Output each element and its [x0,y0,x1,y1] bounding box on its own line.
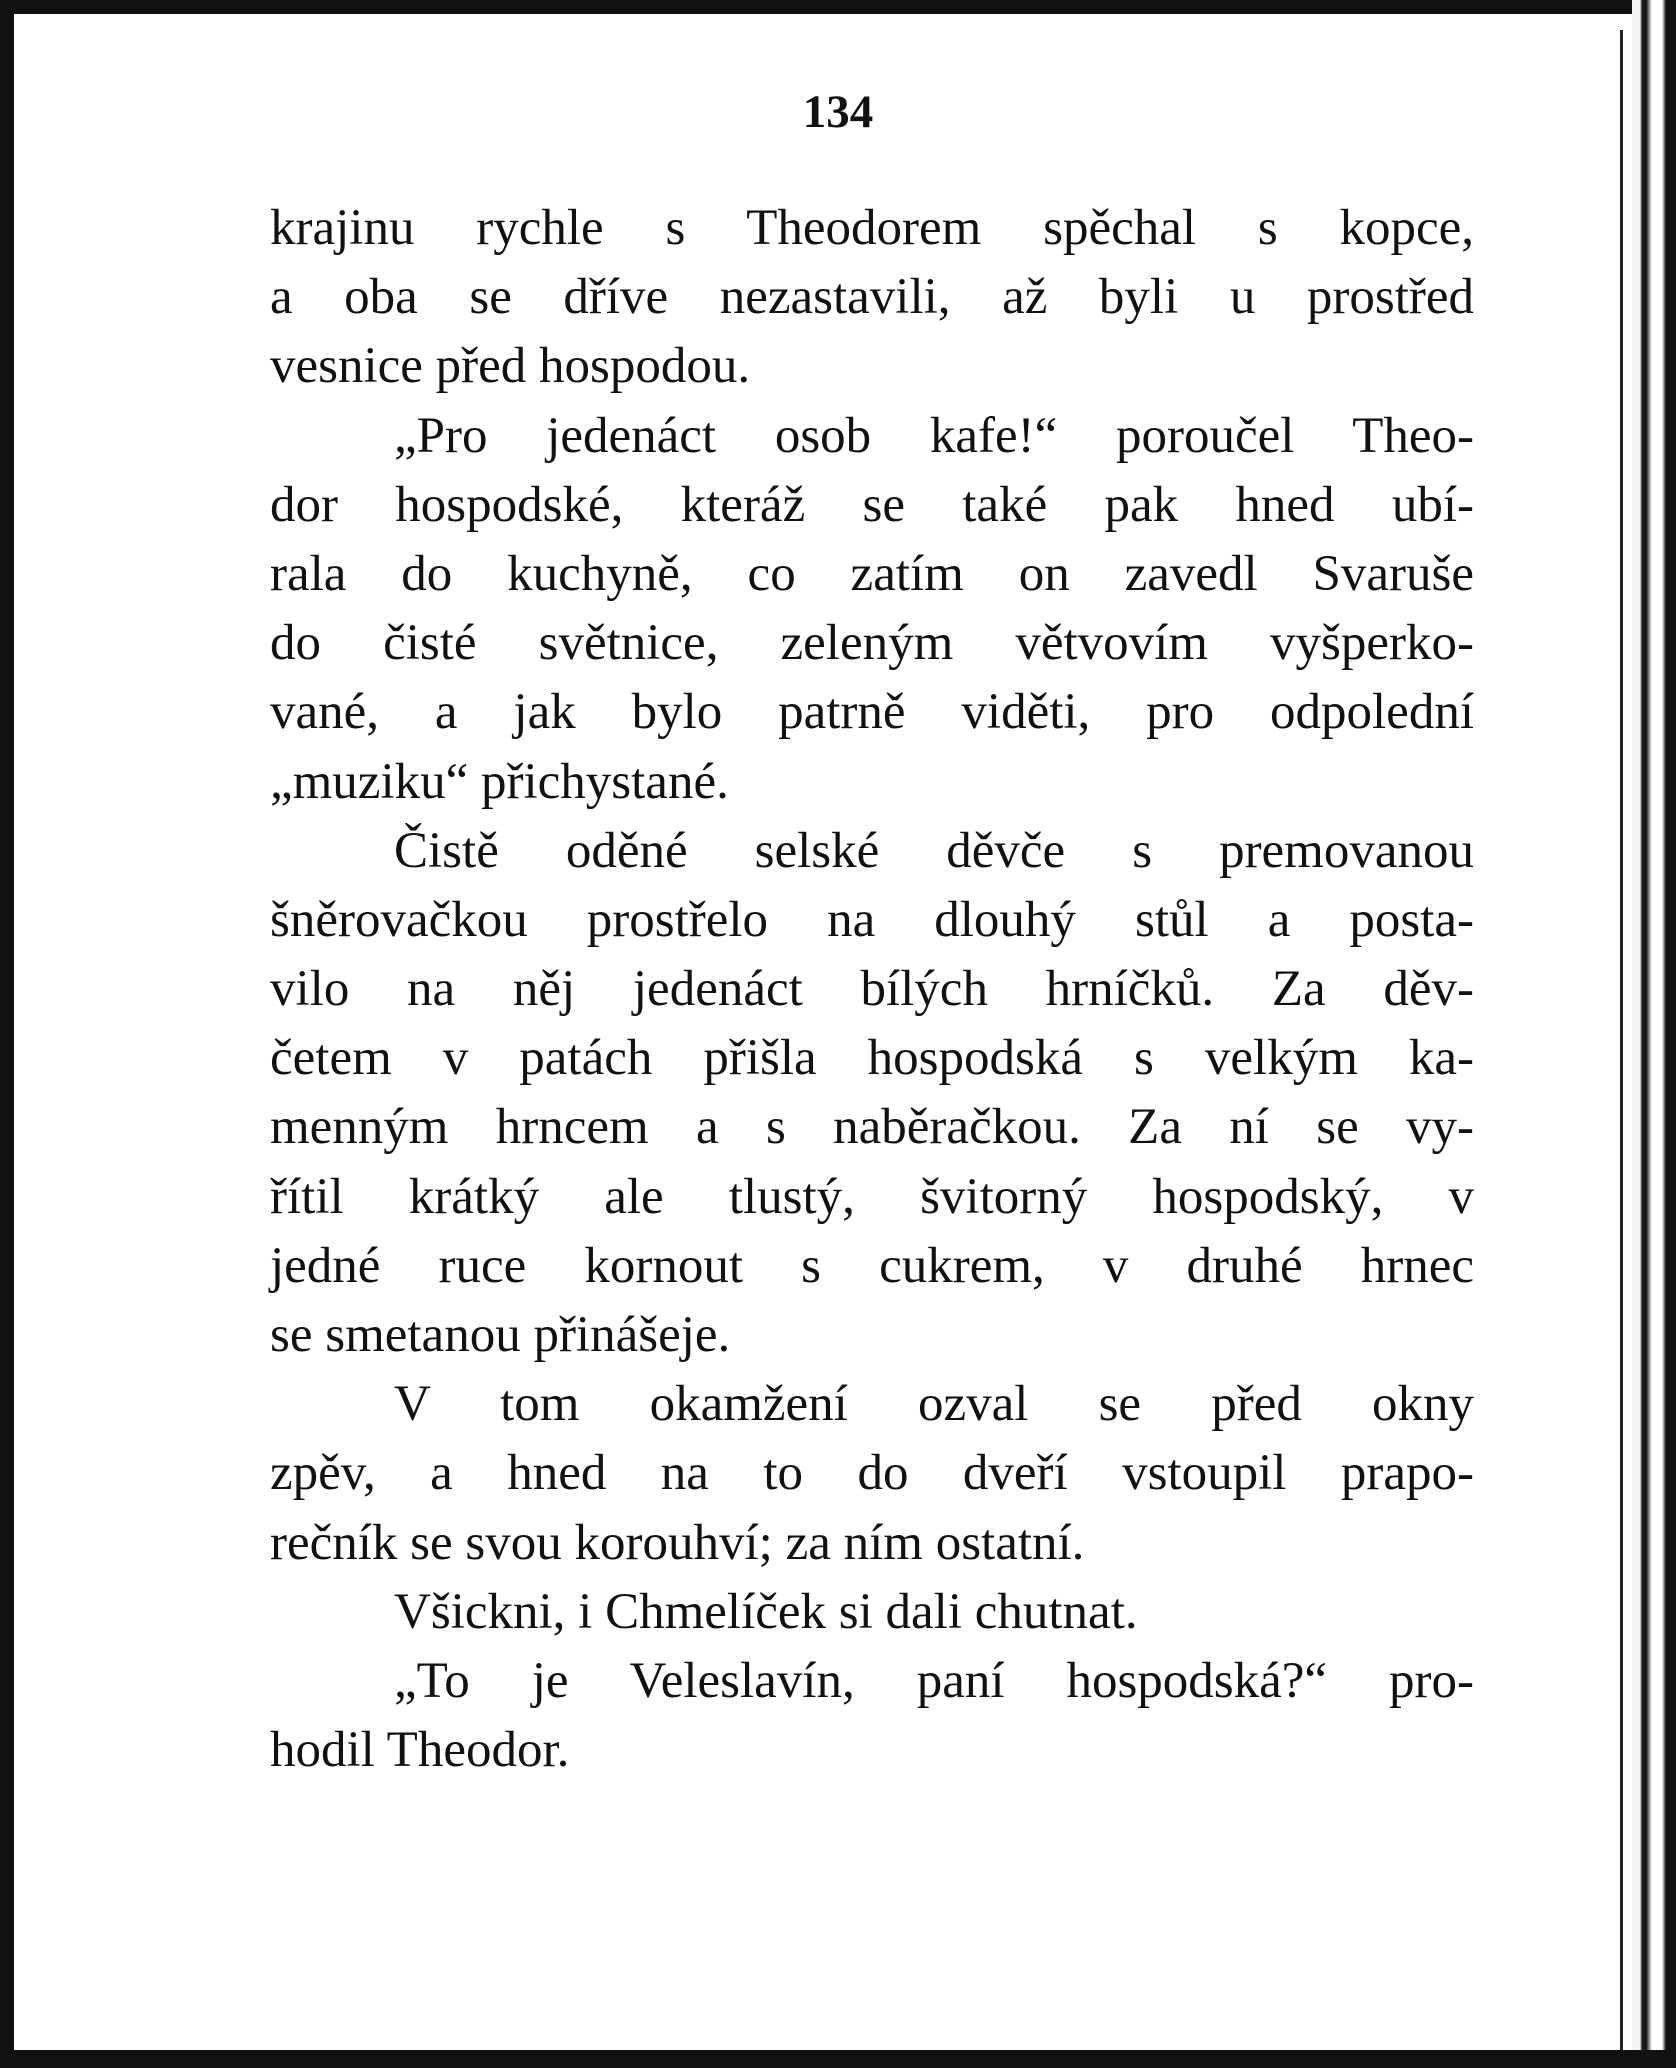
text-line: dor hospodské, kteráž se také pak hned ubí- [270,476,1474,533]
text-line: „To je Veleslavín, paní hospodská?“ pro- [394,1652,1474,1709]
text-line: hodil Theodor. [270,1722,570,1779]
text-line: Všickni, i Chmelíček si dali chutnat. [394,1583,1138,1640]
text-line: „muziku“ přichystané. [270,753,729,810]
scan-border-bottom [0,2050,1676,2068]
page-number: 134 [802,86,874,138]
text-line: vilo na něj jedenáct bílých hrníčků. Za děv- [270,961,1474,1018]
text-line: řítil krátký ale tlustý, švitorný hospodský, v [270,1168,1474,1225]
text-line: do čisté světnice, zeleným větvovím vyšperko- [270,615,1474,672]
text-line: krajinu rychle s Theodorem spěchal s kopce, [270,200,1474,256]
text-line: V tom okamžení ozval se před okny [394,1376,1474,1433]
text-line: zpěv, a hned na to do dveří vstoupil prapo- [270,1445,1474,1502]
text-line: četem v patách přišla hospodská s velkým ka- [270,1030,1474,1087]
text-line: vané, a jak bylo patrně viděti, pro odpolední [270,684,1474,741]
scan-border-top [0,0,1676,14]
text-line: „Pro jedenáct osob kafe!“ poroučel Theo- [394,407,1474,464]
text-line: rečník se svou korouhví; za ním ostatní. [270,1514,1085,1571]
scan-border-right [1632,0,1676,2068]
body-text [270,194,1474,1785]
text-line: a oba se dříve nezastavili, až byli u prostřed [270,269,1474,326]
text-line: se smetanou přinášeje. [270,1307,731,1363]
text-line: vesnice před hospodou. [270,338,751,395]
page-edge-rule [1620,30,1623,2050]
text-line: Čistě oděné selské děvče s premovanou [394,822,1474,879]
text-line: šněrovačkou prostřelo na dlouhý stůl a posta- [270,891,1474,948]
text-line: rala do kuchyně, co zatím on zavedl Svaruše [270,545,1474,602]
text-line: menným hrncem a s naběračkou. Za ní se vy- [270,1099,1474,1156]
scan-border-left [0,0,14,2068]
text-line: jedné ruce kornout s cukrem, v druhé hrnec [270,1237,1474,1294]
